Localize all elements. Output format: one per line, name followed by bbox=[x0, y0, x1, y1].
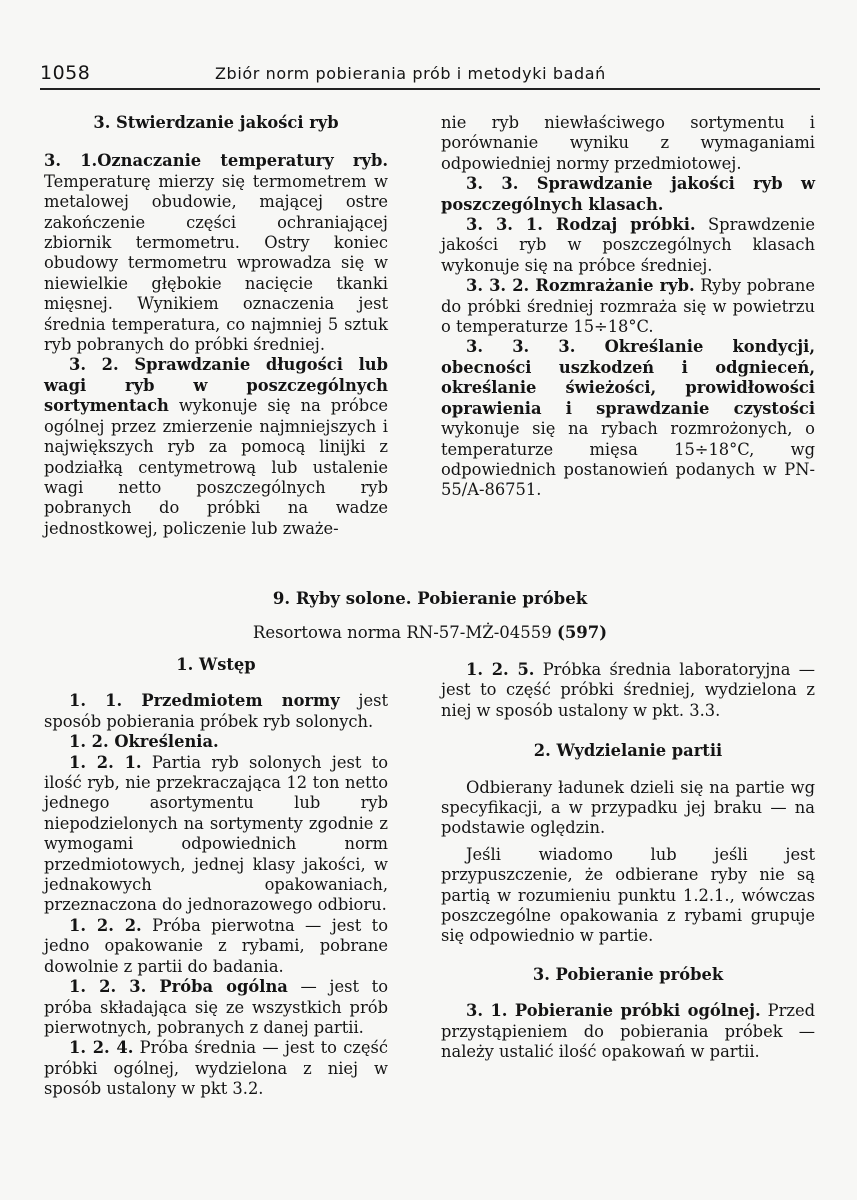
top-right-column bbox=[441, 113, 815, 501]
text-1-2-5: Próbka średnia laboratoryjna — jest to część próbki średniej, wydzielona z niej w sposób ustalony w pkt. 3.3. bbox=[441, 660, 815, 720]
paragraph-3-1-pobieranie bbox=[441, 1001, 815, 1062]
bottom-right-column bbox=[441, 660, 815, 1063]
label-1-2-2: 1. 2. 2. bbox=[69, 915, 142, 935]
section-title: 9. Ryby solone. Pobieranie próbek bbox=[272, 589, 588, 608]
paragraph-3-1 bbox=[44, 151, 388, 355]
paragraph-1-2-4 bbox=[44, 1038, 388, 1099]
paragraph-1-2 bbox=[44, 732, 388, 752]
label-1-2-5: 1. 2. 5. bbox=[466, 660, 535, 679]
label-3-3-3: 3. 3. 3. Określanie kondycji, obecności uszkodzeń i odgnieceń, określanie świeżości, prowidłowości oprawienia i sprawdzanie czystości bbox=[441, 337, 815, 418]
text-1-2-4: Próba średnia — jest to część próbki ogólnej, wydzielona z niej w sposób ustalony w pkt 3.2. bbox=[44, 1038, 388, 1099]
bottom-left-column bbox=[44, 655, 388, 1100]
text-3-2: wykonuje się na próbce ogólnej przez zmierzenie najmniejszych i największych ryb za pomocą linijki z podziałką centymetrową lub ustalenie wagi netto poszczególnych ryb pobranych do próbki na wadze jednostkowej, policzenie lub zważe- bbox=[44, 396, 388, 538]
text-3-3-2: Ryby pobrane do próbki średniej rozmraża się w powietrzu o temperaturze 15÷18°C. bbox=[441, 276, 815, 337]
text-3-1: Temperaturę mierzy się termometrem w metalowej obudowie, mającej ostre zakończenie części ochraniającej zbiornik termometru. Ostry koniec obudowy termometru wprowadza się w niewielkie głębokie nacięcie tkanki mięsnej. Wynikiem oznaczenia jest średnia temperatura, co najmniej 5 sztuk ryb pobranych do próbki średniej. bbox=[44, 171, 388, 355]
paragraph-1-2-5 bbox=[441, 660, 815, 721]
label-3-3-2: 3. 3. 2. Rozmrażanie ryb. bbox=[466, 276, 695, 296]
page-number: 1058 bbox=[40, 62, 91, 84]
heading-pobieranie: 3. Pobieranie próbek bbox=[532, 964, 724, 984]
heading-stwierdzanie: 3. Stwierdzanie jakości ryb bbox=[93, 113, 339, 132]
label-1-2-1: 1. 2. 1. bbox=[69, 752, 142, 772]
label-3-3: 3. 3. Sprawdzanie jakości ryb w poszczególnych klasach. bbox=[441, 174, 815, 214]
paragraph-continuation: nie ryb niewłaściwego sortymentu i porównanie wyniku z wymaganiami odpowiedniej normy przedmiotowej. bbox=[441, 113, 815, 173]
text-3-3-1: Sprawdzenie jakości ryb w poszczególnych klasach wykonuje się na próbce średniej. bbox=[441, 215, 815, 275]
paragraph-1-2-3 bbox=[44, 977, 388, 1038]
norm-number: (597) bbox=[557, 623, 608, 642]
label-3-3-1: 3. 3. 1. Rodzaj próbki. bbox=[466, 215, 696, 235]
paragraph-3-2 bbox=[44, 355, 388, 539]
text-1-2-1: Partia ryb solonych jest to ilość ryb, nie przekraczająca 12 ton netto jednego asortymentu lub ryb niepodzielonych na sortymenty zgodnie z wymogami odpowiednich norm przedmiotowych, jednej klasy jakości, w jednakowych opakowaniach, przeznaczona do jednorazowego odbioru. bbox=[44, 752, 389, 915]
norm-line bbox=[40, 623, 820, 642]
label-3-1: 3. 1.Oznaczanie temperatury ryb. bbox=[44, 151, 388, 171]
paragraph-1-2-1 bbox=[44, 753, 388, 916]
paragraph-1-2-2 bbox=[44, 916, 388, 977]
text-3-1-pobieranie: Przed przystąpieniem do pobierania próbek — należy ustalić ilość opakowań w partii. bbox=[441, 1001, 815, 1062]
label-1-2-4: 1. 2. 4. bbox=[69, 1038, 134, 1058]
paragraph-2-1: Odbierany ładunek dzieli się na partie wg specyfikacji, a w przypadku jej braku — na podstawie oględzin. bbox=[441, 777, 815, 838]
label-1-1: 1. 1. Przedmiotem normy bbox=[69, 691, 340, 711]
label-1-2: 1. 2. Określenia. bbox=[69, 732, 219, 752]
label-3-2: 3. 2. Sprawdzanie długości lub wagi ryb w poszczególnych sortymentach bbox=[44, 355, 388, 416]
label-1-2-3: 1. 2. 3. Próba ogólna bbox=[69, 977, 288, 997]
top-left-column bbox=[44, 113, 388, 539]
text-1-2-2: Próba pierwotna — jest to jedno opakowanie z rybami, pobrane dowolnie z partii do badania. bbox=[44, 915, 388, 976]
paragraph-2-2: Jeśli wiadomo lub jeśli jest przypuszczenie, że odbierane ryby nie są partią w rozumieniu punktu 1.2.1., wówczas poszczególne opakowania z rybami grupuje się odpowiednio w partie. bbox=[441, 844, 815, 946]
heading-wydzielanie: 2. Wydzielanie partii bbox=[533, 741, 723, 761]
text-1-1: jest sposób pobierania próbek ryb solonych. bbox=[44, 691, 388, 731]
heading-wstep: 1. Wstęp bbox=[176, 655, 256, 674]
paragraph-3-3 bbox=[441, 174, 815, 215]
page-header bbox=[40, 60, 820, 90]
text-3-3-3: wykonuje się na rybach rozmrożonych, o temperaturze mięsa 15÷18°C, wg odpowiednich postanowień podanych w PN-55/A-86751. bbox=[441, 419, 815, 500]
norm-prefix: Resortowa norma RN-57-MŻ-04559 bbox=[252, 623, 552, 642]
paragraph-3-3-3 bbox=[441, 337, 815, 500]
running-title: Zbiór norm pobierania prób i metodyki badań bbox=[215, 64, 606, 83]
paragraph-1-1 bbox=[44, 691, 388, 732]
label-3-1-pobieranie: 3. 1. Pobieranie próbki ogólnej. bbox=[466, 1001, 761, 1021]
paragraph-3-3-1 bbox=[441, 215, 815, 276]
text-1-2-3: — jest to próba składająca się ze wszystkich prób pierwotnych, pobranych z danej partii. bbox=[44, 977, 389, 1037]
paragraph-3-3-2 bbox=[441, 276, 815, 337]
